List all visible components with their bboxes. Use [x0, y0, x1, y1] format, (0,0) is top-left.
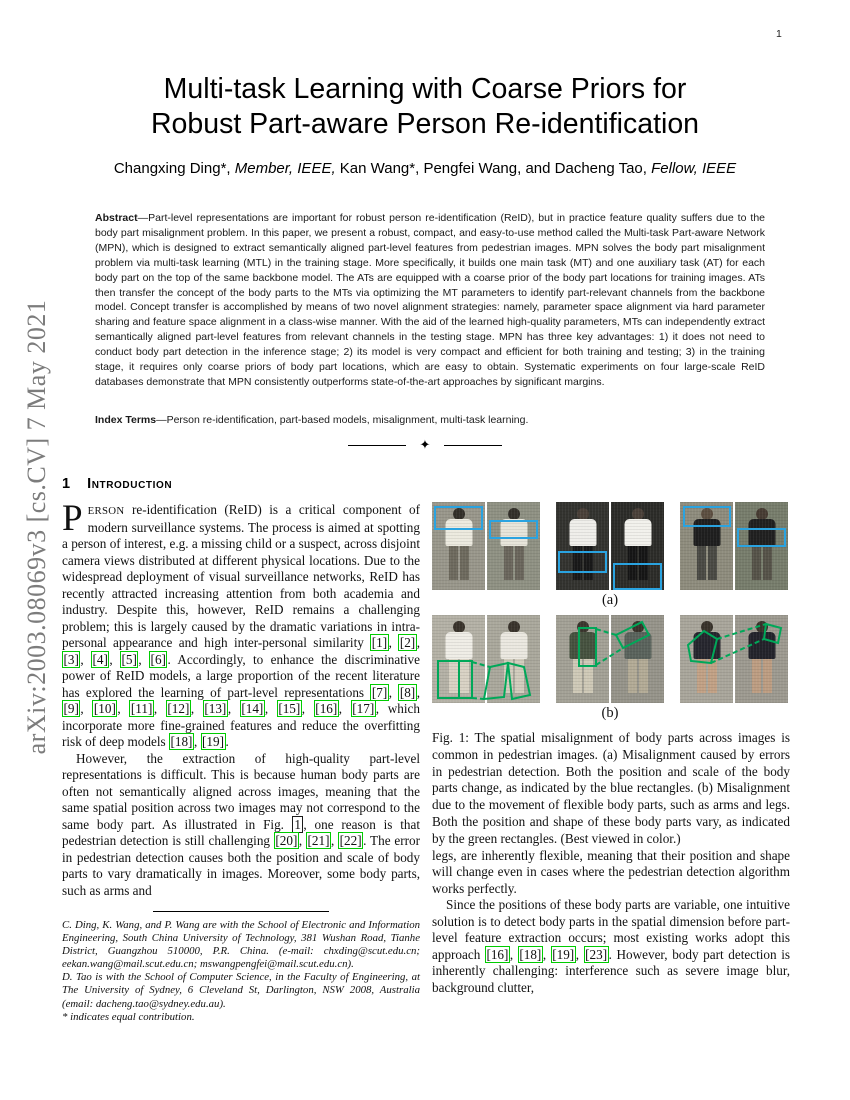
author-footnote-affiliation-2: D. Tao is with the School of Computer Science, in the Faculty of Engineering, at The University of Sydney, 6 Cleveland St, Darlington, NSW 2008, Australia (email: dacheng.tao@sydney.edu.au).: [62, 971, 420, 1010]
separator-line-left: [348, 445, 406, 446]
citation-link[interactable]: [12]: [167, 701, 190, 716]
citation-link[interactable]: [1]: [371, 635, 388, 650]
image-pair: [432, 615, 540, 703]
figure-row-b: [432, 615, 788, 703]
citation-link[interactable]: [19]: [552, 946, 575, 962]
abstract-text: —Part-level representations are important for robust person re-identification (ReID), but in practice feature quality suffers due to the body part misalignment problem. In this paper, we present a robust, compact, and easy-to-use method called the Multi-task Part-aware Network (MPN), which is designed to extract semantically aligned part-level features from pedestrian images. MPN solves the body part misalignment problem via multi-task learning (MTL) in the training stage. More specifically, it builds one main task (MT) and one auxiliary task (AT) for each body part on the top of the same backbone model. The ATs are equipped with a coarse prior of the body part locations for training images. ATs then transfer the concept of the body parts to the MTs via optimizing the MT parameters to identify part-relevant channels from the backbone model. Concept transfer is accomplished by means of two novel alignment strategies: namely, parameter space alignment via hard parameter sharing and feature space alignment in a class-wise manner. With the aid of the learned high-quality parameters, MTs can independently extract semantically aligned part-level features from relevant channels in the testing stage. MPN has three key advantages: 1) it does not need to conduct body part detection in the inference stage; 2) its model is very compact and efficient for both training and testing; 3) in the training stage, it requires only coarse priors of body part locations, which are easy to obtain. Systematic experiments on four large-scale ReID databases demonstrate that MPN consistently outperforms state-of-the-art approaches by significant margins.: [95, 212, 765, 388]
left-column: [62, 470, 420, 1024]
citation-link[interactable]: [7]: [371, 684, 388, 700]
pedestrian-image: [611, 502, 664, 590]
index-terms: [95, 414, 765, 426]
part-bounding-box: [489, 520, 538, 539]
author-footnote-equal-contribution: * indicates equal contribution.: [62, 1010, 195, 1023]
person-legs: [697, 546, 717, 580]
citation-link[interactable]: [14]: [241, 701, 264, 716]
image-pair: [556, 615, 664, 703]
figure-reference-link[interactable]: 1: [292, 816, 304, 833]
citation-link[interactable]: [19]: [202, 734, 225, 749]
index-terms-text: —Person re-identification, part-based models, misalignment, multi-task learning.: [156, 414, 529, 426]
intro-paragraph-2: However, the extraction of high-quality part-level representations is difficult. This is because human body parts are often not semantically aligned across images, meaning that the same spatial position across two images may not correspond to the same body part. As illustrated in Fig. 1 , one reason is that pedestrian detection is still challenging [20] , [21] , [22] . The error in pedestrian detection causes both the position and scale of body parts to vary dramatically in images. Moreover, some body parts, such as arms and: [62, 750, 421, 898]
part-bounding-box: [558, 551, 607, 573]
figure-label-a: (a): [601, 592, 619, 608]
authors-line: Changxing Ding*, Member, IEEE, Kan Wang*, Pengfei Wang, and Dacheng Tao, Fellow, IEEE: [113, 160, 737, 177]
figure-1: [432, 502, 790, 848]
section-separator: [0, 437, 850, 452]
person-legs: [752, 546, 772, 580]
citation-link[interactable]: [6]: [150, 651, 166, 667]
citation-link[interactable]: [18]: [519, 946, 542, 962]
citation-link[interactable]: [16]: [486, 946, 509, 962]
citation-link[interactable]: [9]: [63, 701, 79, 716]
section-heading-introduction: [62, 476, 420, 492]
pedestrian-image: [432, 502, 485, 590]
citation-link[interactable]: [13]: [204, 701, 227, 716]
index-terms-label: Index Terms: [95, 414, 157, 426]
author-footnote-affiliation-1: C. Ding, K. Wang, and P. Wang are with the School of Electronic and Information Engineering, South China University of Technology, 381 Wushan Road, Tianhe District, Guangzhou 510000, P.R. China. (e-mail: chxding@scut.edu.cn; eekan.wang@mail.scut.edu.cn; mswangpengfei@mail.scut.edu.cn).: [62, 919, 420, 971]
intro-paragraph-1: PERSON re-identification (ReID) is a critical component of modern surveillance systems. The process is aimed at spotting a person of interest, e.g. a missing child or a suspect, across disjoint camera views distributed at different physical locations. Due to the widespread deployment of visual surveillance networks, ReID has recently attracted increasing attention from both academia and industry. Despite this, however, ReID remains a challenging problem; this is largely caused by the dramatic variations in intra-personal appearance and high inter-personal similarity [1] , [2] , [3] , [4] , [5] , [6] . Accordingly, to enhance the discriminative power of ReID models, a large proportion of the recent literature has explored the learning of part-level representations [7] , [8] , [9] , [10] , [11] , [12] , [13] , [14] , [15] , [16] , [17] , which incorporate more fine-grained features and reduce the overfitting risk of deep models [18] , [19] .: [62, 498, 420, 749]
two-column-body: [62, 470, 790, 1024]
section-number: 1: [62, 476, 71, 492]
person-legs: [449, 546, 469, 580]
citation-link[interactable]: [22]: [339, 833, 362, 848]
pedestrian-image: [735, 502, 788, 590]
citation-link[interactable]: [20]: [275, 833, 298, 848]
abstract: [95, 211, 765, 390]
footnote-rule: [153, 911, 329, 912]
citation-link[interactable]: [4]: [92, 651, 108, 667]
citation-link[interactable]: [11]: [130, 701, 153, 716]
right-column: [432, 470, 790, 1024]
abstract-label: Abstract: [95, 212, 138, 224]
image-pair: [680, 502, 788, 590]
image-pair: [556, 502, 664, 590]
figure-row-a: [432, 502, 788, 590]
image-pair: [432, 502, 540, 590]
pedestrian-image: [556, 502, 609, 590]
citation-link[interactable]: [5]: [121, 651, 137, 667]
page-number: 1: [776, 28, 782, 40]
drop-cap: P: [62, 498, 83, 539]
person-torso: [569, 519, 596, 546]
citation-link[interactable]: [23]: [585, 946, 608, 962]
paper-title: [0, 72, 850, 142]
pedestrian-image: [487, 502, 540, 590]
citation-link[interactable]: [17]: [352, 701, 375, 716]
title-line-2: Robust Part-aware Person Re-identification: [150, 108, 700, 140]
pedestrian-image: [680, 502, 733, 590]
right-paragraph-1: legs, are inherently flexible, meaning that their position and shape will change even in cases where the pedestrian detection algorithm works perfectly.: [432, 847, 790, 896]
part-bounding-box: [683, 506, 730, 528]
citation-link[interactable]: [2]: [399, 635, 416, 650]
part-bounding-box: [737, 528, 786, 548]
part-bounding-box: [434, 506, 483, 529]
citation-link[interactable]: [21]: [307, 833, 330, 848]
part-polygon-overlay: [680, 615, 788, 703]
citation-link[interactable]: [10]: [93, 701, 116, 716]
citation-link[interactable]: [3]: [63, 651, 79, 667]
right-paragraph-2: Since the positions of these body parts are variable, one intuitive solution is to detect body parts in the spatial dimension before part-level feature extraction occurs; most existing works adopt this approach [16] , [18] , [19] , [23] . However, body part detection is inherently challenging: interference such as severe image blur, background clutter,: [432, 897, 791, 995]
image-pair: [680, 615, 788, 703]
citation-link[interactable]: [15]: [278, 701, 301, 716]
part-polygon-overlay: [556, 615, 664, 703]
section-title: Introduction: [87, 476, 173, 492]
separator-line-right: [444, 445, 502, 446]
citation-link[interactable]: [18]: [170, 734, 193, 749]
person-legs: [504, 546, 524, 580]
diamond-ornament-icon: ✦: [419, 437, 431, 452]
figure-label-b: (b): [601, 705, 619, 721]
title-line-1: Multi-task Learning with Coarse Priors for: [163, 73, 687, 105]
citation-link[interactable]: [8]: [399, 684, 416, 700]
arxiv-watermark: arXiv:2003.08069v3 [cs.CV] 7 May 2021: [22, 299, 51, 755]
part-polygon-overlay: [432, 615, 540, 703]
citation-link[interactable]: [16]: [315, 701, 338, 716]
figure-caption: Fig. 1: The spatial misalignment of body parts across images is common in pedestrian images. (a) Misalignment caused by errors in pedestrian detection. Both the position and scale of the body parts change, as indicated by the blue rectangles. (b) Misalignment due to the movement of flexible body parts, such as arms and legs. Both the position and shape of these body parts vary, as indicated by the green rectangles. (Best viewed in color.): [432, 730, 790, 846]
person-torso: [624, 519, 651, 546]
part-bounding-box: [613, 563, 662, 590]
